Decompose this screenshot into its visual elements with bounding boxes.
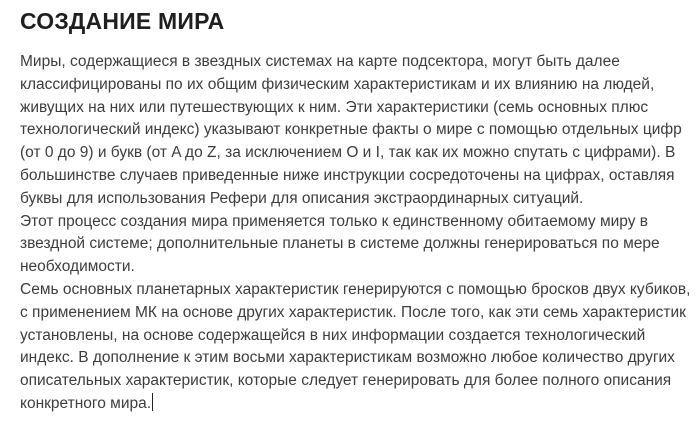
paragraph-characteristics bbox=[20, 279, 692, 416]
document-body[interactable] bbox=[20, 51, 692, 416]
paragraph-characteristics-text: Семь основных планетарных характеристик генерируются с помощью бросков двух кубиков, с применением МК на основе других характеристик. После того, как эти семь характеристик установлены, на основе содержащейся в них информации создается технологический индекс. В дополнение к этим восьми характеристикам возможно любое количество других описательных характеристик, которые следует генерировать для более полного описания конкретного мира. bbox=[20, 280, 691, 412]
document bbox=[20, 0, 692, 416]
text-cursor bbox=[152, 393, 153, 411]
paragraph-classification: Миры, содержащиеся в звездных системах на карте подсектора, могут быть далее классифицированы по их общим физическим характеристикам и их влиянию на людей, живущих на них или путешествующих к ним. Эти характеристики (семь основных плюс технологический индекс) указывают конкретные факты о мире с помощью отдельных цифр (от 0 до 9) и букв (от A до Z, за исключением O и I, так как их можно спутать с цифрами). В большинстве случаев приведенные ниже инструкции сосредоточены на цифрах, оставляя буквы для использования Рефери для описания экстраординарных ситуаций. bbox=[20, 53, 682, 207]
page-title: СОЗДАНИЕ МИРА bbox=[20, 8, 225, 34]
paragraph-scope: Этот процесс создания мира применяется только к единственному обитаемому миру в звездной системе; дополнительные планеты в системе должны генерироваться по мере необходимости. bbox=[20, 212, 660, 276]
